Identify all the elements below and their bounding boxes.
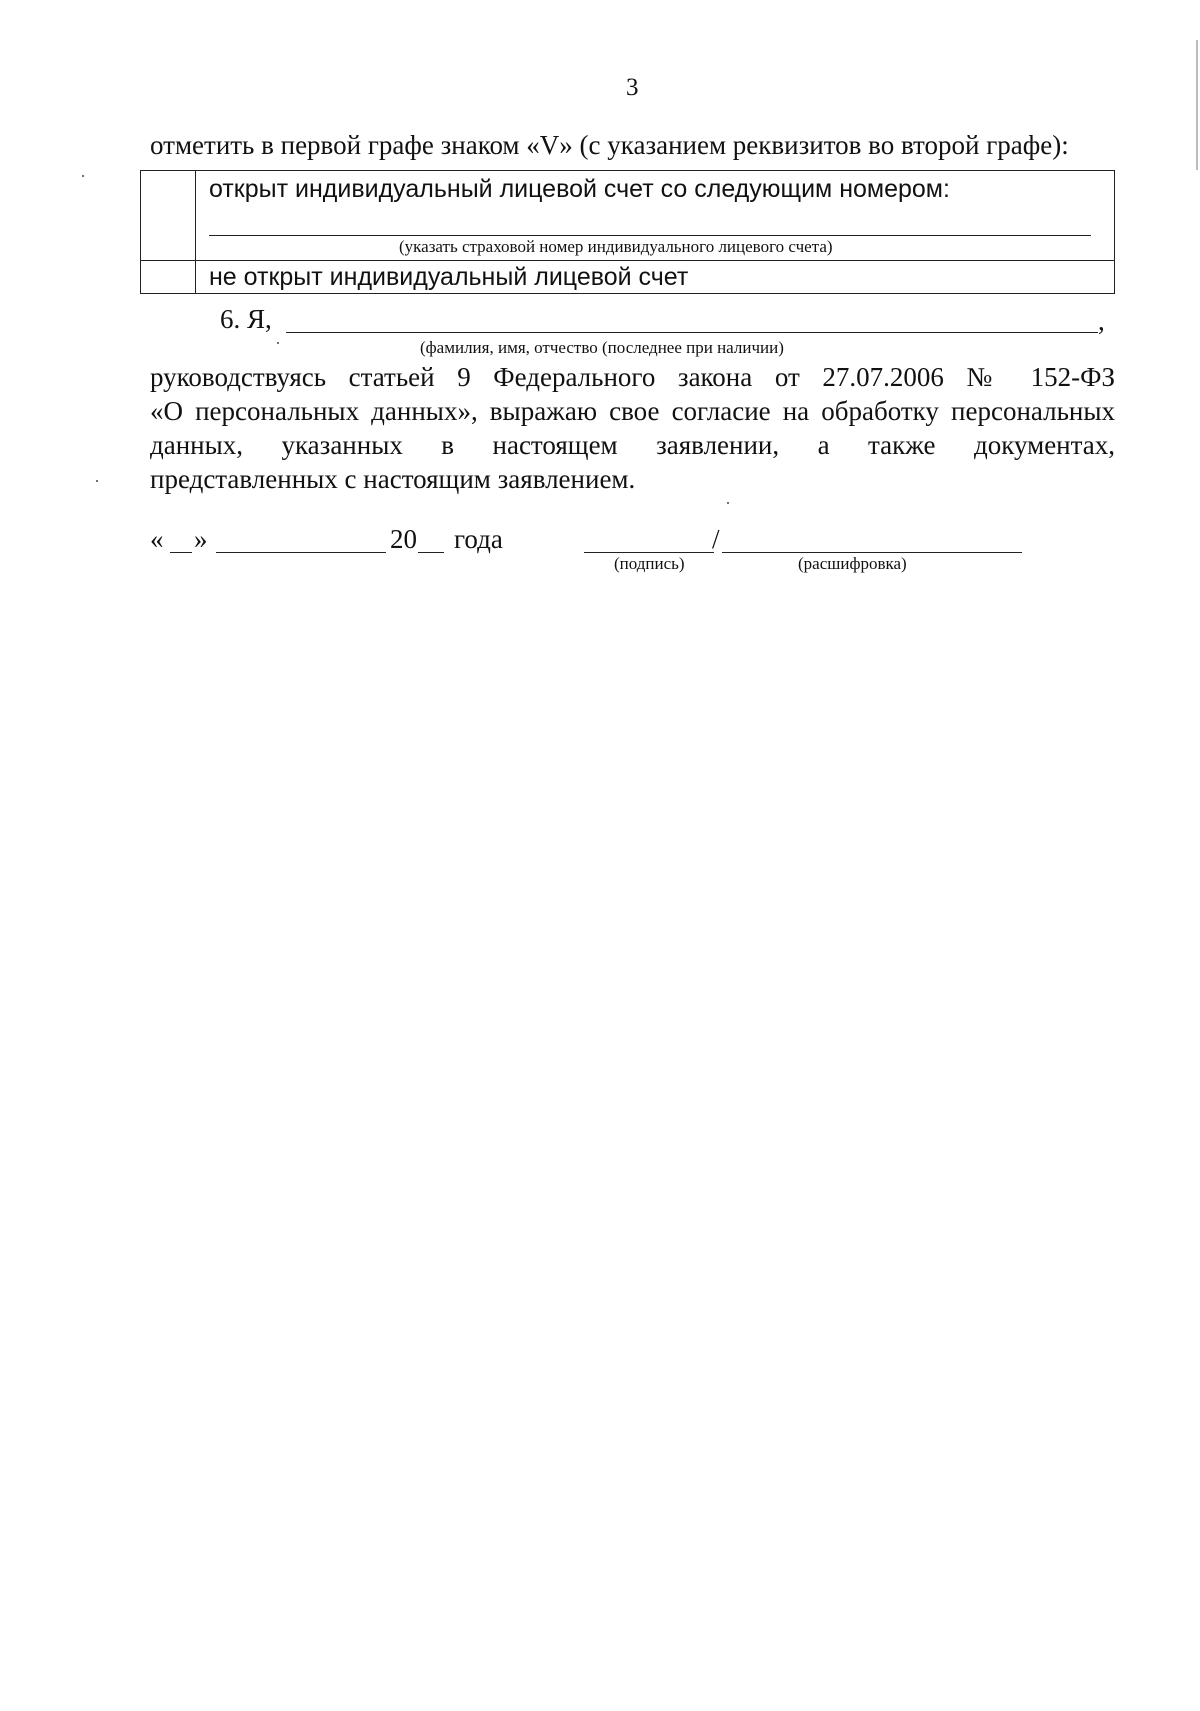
intro-text: отметить в первой графе знаком «V» (с указанием реквизитов во второй графе): [150,130,1069,160]
scan-edge-mark [1196,40,1198,170]
full-name-comma: , [1098,306,1105,336]
scan-speck [277,342,279,344]
account-number-fill-line [209,235,1091,236]
signature-slash: / [712,524,720,554]
consent-paragraph-line: представленных с настоящим заявлением. [150,464,636,494]
table-row-divider [141,260,1114,261]
option-account-not-opened: не открыт индивидуальный лицевой счет [209,263,689,291]
signature-decode-caption: (расшифровка) [798,554,907,573]
item6-prefix: 6. Я, [220,304,272,334]
scan-speck [82,175,84,177]
scan-speck [96,480,98,482]
signature-decode-fill-line [722,552,1022,553]
full-name-caption: (фамилия, имя, отчество (последнее при наличии) [420,338,784,357]
options-table [140,170,1115,294]
table-column-divider [195,171,196,293]
month-fill-line [216,552,386,553]
signature-caption: (подпись) [614,554,685,573]
full-name-fill-line [286,332,1098,333]
option-account-opened: открыт индивидуальный лицевой счет со следующим номером: [209,175,950,203]
year-prefix: 20 [390,524,417,554]
consent-paragraph-line: данных, указанных в настоящем заявлении, а также документах, [150,430,1115,460]
account-number-caption: (указать страховой номер индивидуального лицевого счета) [399,237,833,256]
consent-paragraph-line: «О персональных данных», выражаю свое согласие на обработку персональных [150,396,1115,426]
scan-speck [727,502,729,504]
page-number: 3 [626,74,639,101]
date-quote-open: « [150,524,164,554]
signature-fill-line [584,552,714,553]
consent-paragraph-line: руководствуясь статьей 9 Федерального закона от 27.07.2006 № 152-ФЗ [150,362,1115,392]
day-fill-line [170,552,192,553]
date-quote-close: » [194,524,208,554]
year-fill-line [418,552,444,553]
date-suffix: года [454,524,503,554]
